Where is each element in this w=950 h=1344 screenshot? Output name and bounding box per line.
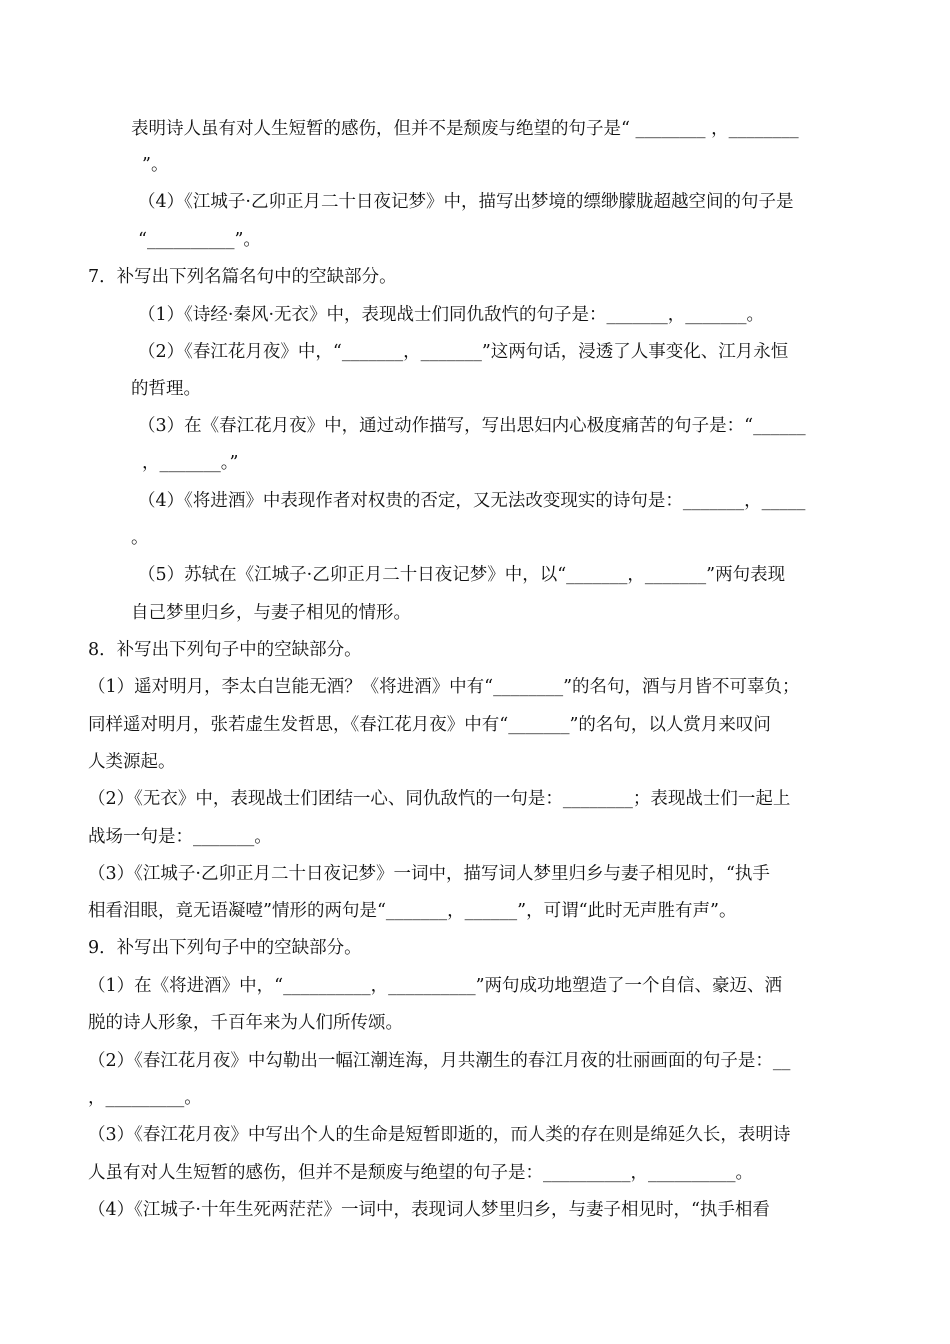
text-line: 人类源起。 <box>88 752 176 772</box>
text-line: （3）在《春江花月夜》中，通过动作描写，写出思妇内心极度痛苦的句子是：“______ <box>138 416 806 436</box>
text-line: （3）《江城子·乙卯正月二十日夜记梦》一词中，描写词人梦里归乡与妻子相见时，“执手 <box>88 864 770 884</box>
text-line: 表明诗人虽有对人生短暂的感伤，但并不是颓废与绝望的句子是“ ________ ，________ <box>131 119 799 139</box>
text-line: （1）《诗经·秦风·无衣》中，表现战士们同仇敌忾的句子是：_______，_______。 <box>138 305 765 325</box>
text-line: （2）《春江花月夜》中勾勒出一幅江潮连海，月共潮生的春江月夜的壮丽画面的句子是：__ <box>88 1051 791 1071</box>
question-heading: 8．补写出下列句子中的空缺部分。 <box>88 640 362 660</box>
text-line: 的哲理。 <box>131 379 201 399</box>
text-line: （2）《无衣》中，表现战士们团结一心、同仇敌忾的一句是：________；表现战士们一起上 <box>88 789 791 809</box>
text-line: （1）在《将进酒》中，“__________，__________”两句成功地塑造了一个自信、豪迈、洒 <box>88 976 783 996</box>
question-heading: 9．补写出下列句子中的空缺部分。 <box>88 938 362 958</box>
text-line: 。 <box>131 528 149 548</box>
text-line: （4）《将进酒》中表现作者对权贵的否定，又无法改变现实的诗句是：_______，_____ <box>138 491 806 511</box>
text-line: 人虽有对人生短暂的感伤，但并不是颓废与绝望的句子是：__________，__________。 <box>88 1163 753 1183</box>
text-line: （4）《江城子·十年生死两茫茫》一词中，表现词人梦里归乡，与妻子相见时，“执手相看 <box>88 1200 770 1220</box>
text-line: （4）《江城子·乙卯正月二十日夜记梦》中，描写出梦境的缥缈朦胧超越空间的句子是 <box>138 192 794 212</box>
text-line: （1）遥对明月，李太白岂能无酒？《将进酒》中有“________”的名句，酒与月皆不可辜负； <box>88 677 800 697</box>
text-line: 同样遥对明月，张若虚生发哲思，《春江花月夜》中有“_______”的名句，以人赏月来叹问 <box>88 715 771 735</box>
text-line: 相看泪眼，竟无语凝噎”情形的两句是“_______，______”，可谓“此时无声胜有声”。 <box>88 901 737 921</box>
question-heading: 7．补写出下列名篇名句中的空缺部分。 <box>88 267 397 287</box>
text-line: 战场一句是：_______。 <box>88 827 272 847</box>
text-line: ，_______。” <box>142 453 239 473</box>
text-line: （5）苏轼在《江城子·乙卯正月二十日夜记梦》中，以“_______，_______”两句表现 <box>138 565 786 585</box>
text-line: 自己梦里归乡，与妻子相见的情形。 <box>131 603 411 623</box>
text-line: （2）《春江花月夜》中，“_______，_______”这两句话，浸透了人事变化、江月永恒 <box>138 342 789 362</box>
text-line: ，_________。 <box>88 1088 202 1108</box>
text-line: ”。 <box>142 155 169 175</box>
text-line: （3）《春江花月夜》中写出个人的生命是短暂即逝的，而人类的存在则是绵延久长，表明诗 <box>88 1125 791 1145</box>
text-line: 脱的诗人形象，千百年来为人们所传颂。 <box>88 1013 403 1033</box>
text-line: “__________”。 <box>138 230 261 250</box>
